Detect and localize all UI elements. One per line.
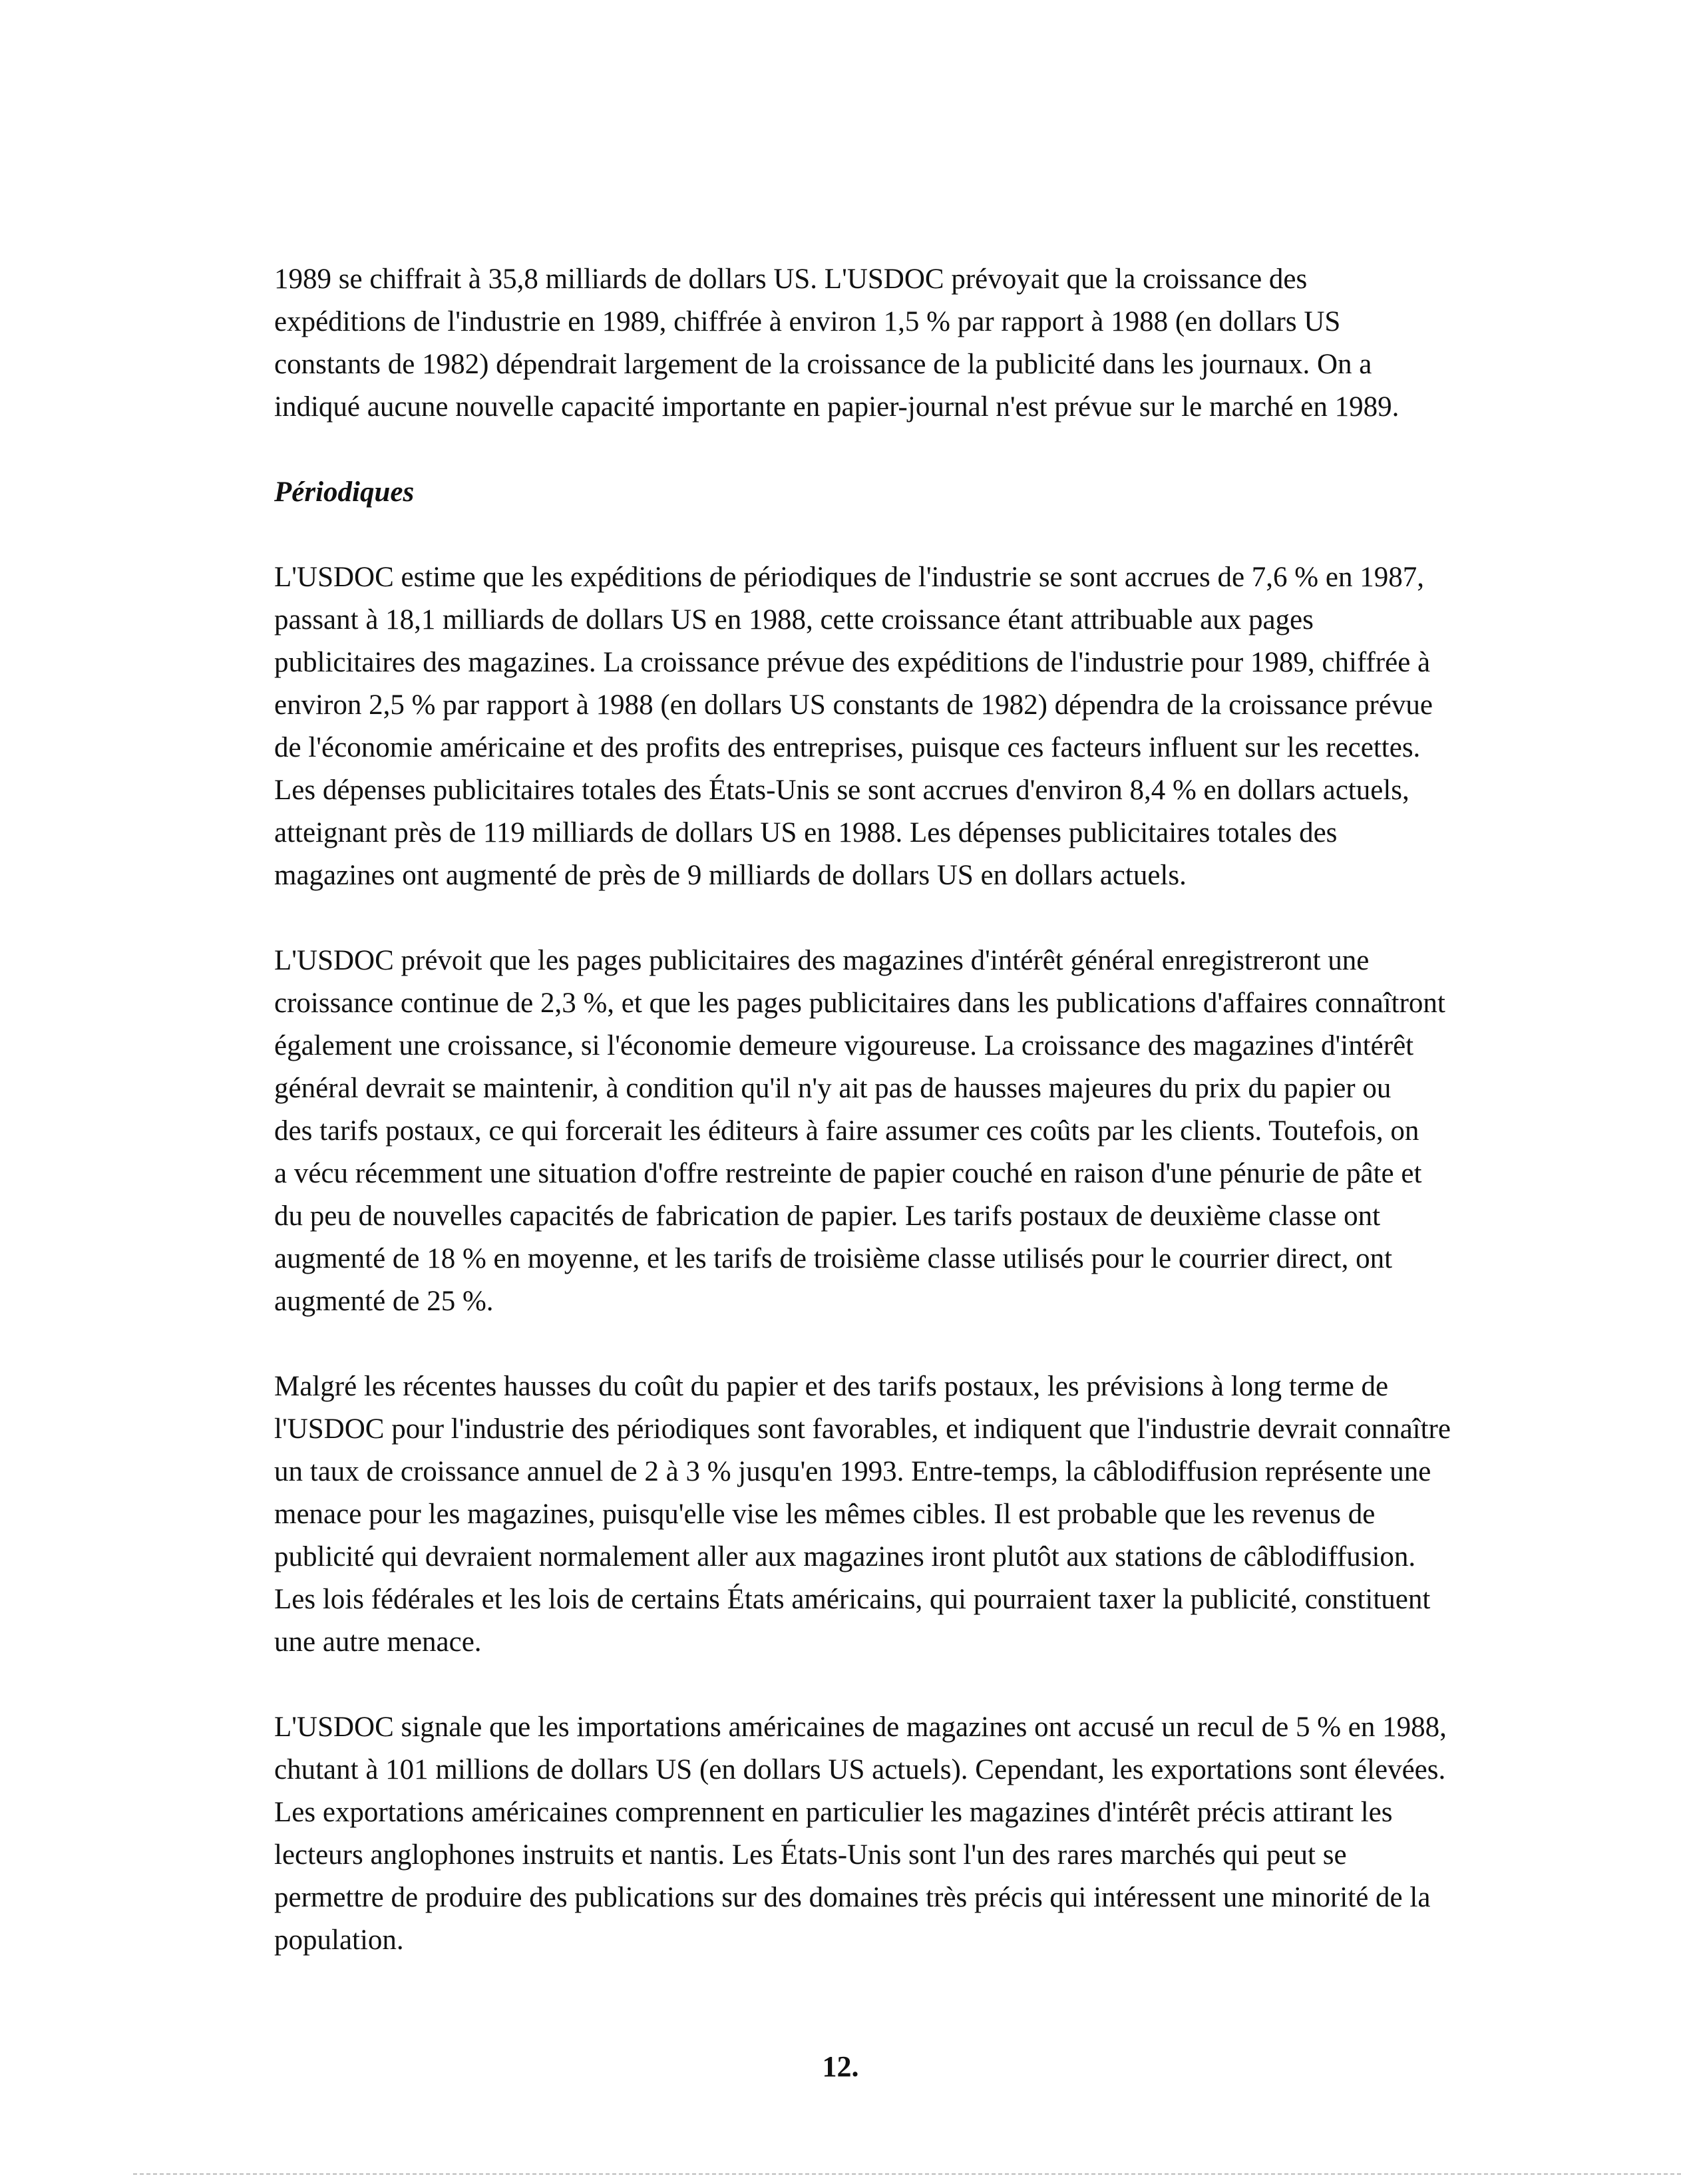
paragraph-pages-publicitaires: L'USDOC prévoit que les pages publicitaires des magazines d'intérêt général enregistreront une croissance continue de 2,3 %, et que les pages publicitaires dans les publications d'affaires connaîtront également une croissance, si l'économie demeure vigoureuse. La croissance des magazines d'intérêt général devrait se maintenir, à condition qu'il n'y ait pas de hausses majeures du prix du papier ou des tarifs postaux, ce qui forcerait les éditeurs à faire assumer ces coûts par les clients. Toutefois, on a vécu récemment une situation d'offre restreinte de papier couché en raison d'une pénurie de pâte et du peu de nouvelles capacités de fabrication de papier. Les tarifs postaux de deuxième classe ont augmenté de 18 % en moyenne, et les tarifs de troisième classe utilisés pour le courrier direct, ont augmenté de 25 %. [274, 945, 1445, 1317]
section-heading: Périodiques [274, 476, 415, 508]
page-number: 12. [822, 2050, 859, 2083]
paragraph-journaux-conclusion: 1989 se chiffrait à 35,8 milliards de dollars US. L'USDOC prévoyait que la croissance des expéditions de l'industrie en 1989, chiffrée à environ 1,5 % par rapport à 1988 (en dollars US constants de 1982) dépendrait largement de la croissance de la publicité dans les journaux. On a indiqué aucune nouvelle capacité importante en papier-journal n'est prévue sur le marché en 1989. [274, 264, 1400, 423]
paragraph-importations-exportations: L'USDOC signale que les importations américaines de magazines ont accusé un recul de 5 % en 1988, chutant à 101 millions de dollars US (en dollars US actuels). Cependant, les exportations sont élevées. Les exportations américaines comprennent en particulier les magazines d'intérêt précis attirant les lecteurs anglophones instruits et nantis. Les États-Unis sont l'un des rares marchés qui peut se permettre de produire des publications sur des domaines très précis qui intéressent une minorité de la population. [274, 1712, 1447, 1956]
paragraph-previsions-long-terme: Malgré les récentes hausses du coût du papier et des tarifs postaux, les prévisions à long terme de l'USDOC pour l'industrie des périodiques sont favorables, et indiquent que l'industrie devrait connaître un taux de croissance annuel de 2 à 3 % jusqu'en 1993. Entre-temps, la câblodiffusion représente une menace pour les magazines, puisqu'elle vise les mêmes cibles. Il est probable que les revenus de publicité qui devraient normalement aller aux magazines iront plutôt aux stations de câblodiffusion. Les lois fédérales et les lois de certains États américains, qui pourraient taxer la publicité, constituent une autre menace. [274, 1371, 1451, 1658]
scan-edge-line [133, 2173, 1681, 2175]
document-body [274, 258, 1625, 2004]
paragraph-expeditions-periodiques: L'USDOC estime que les expéditions de périodiques de l'industrie se sont accrues de 7,6 % en 1987, passant à 18,1 milliards de dollars US en 1988, cette croissance étant attribuable aux pages publicitaires des magazines. La croissance prévue des expéditions de l'industrie pour 1989, chiffrée à environ 2,5 % par rapport à 1988 (en dollars US constants de 1982) dépendra de la croissance prévue de l'économie américaine et des profits des entreprises, puisque ces facteurs influent sur les recettes. Les dépenses publicitaires totales des États-Unis se sont accrues d'environ 8,4 % en dollars actuels, atteignant près de 119 milliards de dollars US en 1988. Les dépenses publicitaires totales des magazines ont augmenté de près de 9 milliards de dollars US en dollars actuels. [274, 562, 1433, 891]
